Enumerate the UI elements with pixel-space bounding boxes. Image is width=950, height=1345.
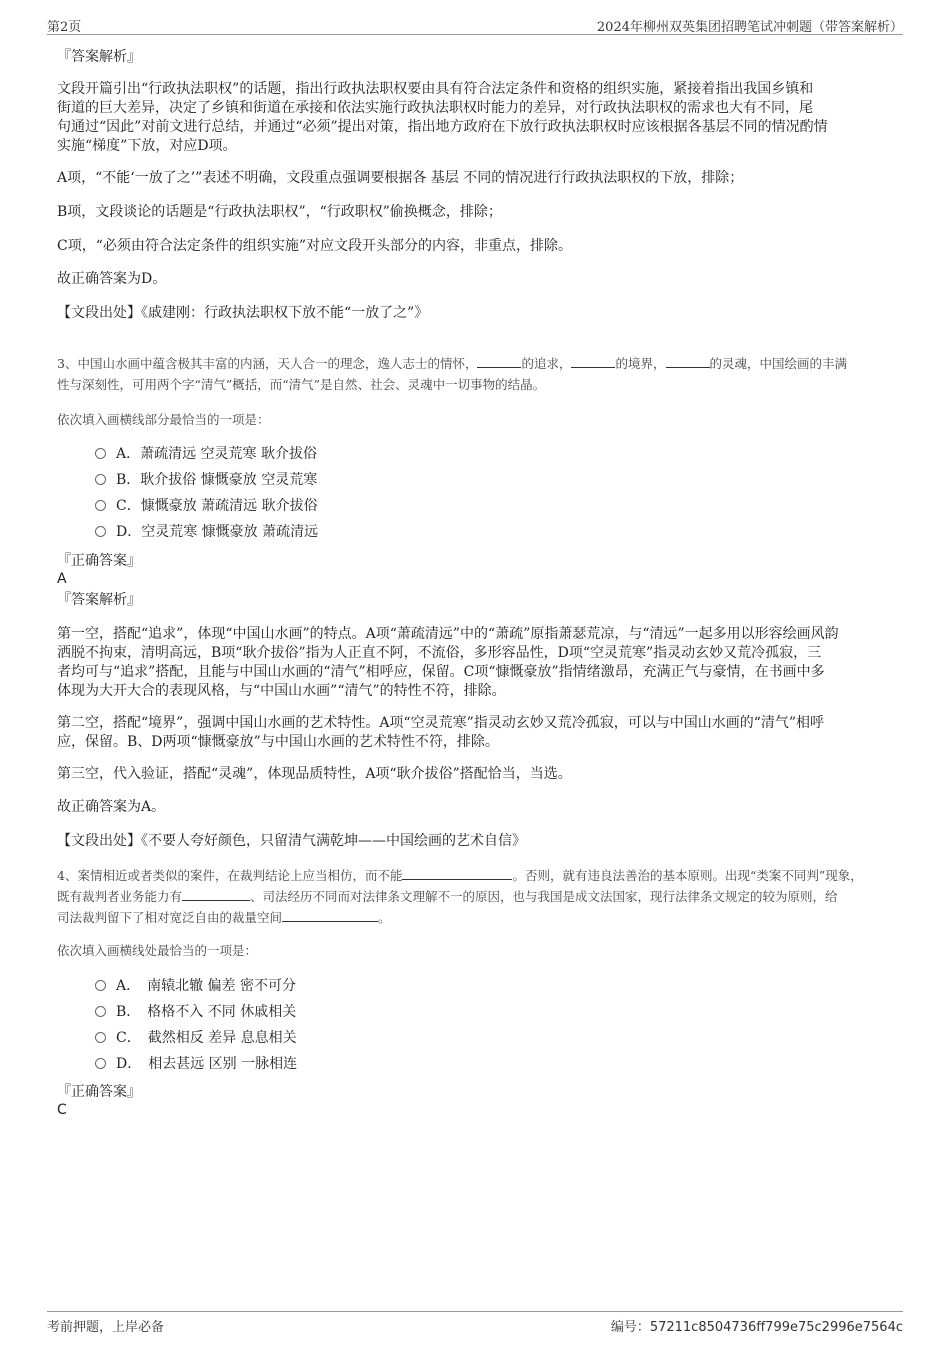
radio-icon[interactable]: [95, 448, 106, 459]
q4-option-b[interactable]: B． 格格不入 不同 休戚相关: [95, 1003, 296, 1021]
q2-analysis-option-b: B项，文段谈论的话题是“行政执法职权”，“行政职权”偷换概念，排除；: [57, 204, 502, 220]
q3-answer-heading: 『正确答案』: [57, 553, 141, 569]
q3-source: 【文段出处】《不要人夸好颜色，只留清气满乾坤——中国绘画的艺术自信》: [57, 833, 526, 849]
q3-conclusion: 故正确答案为A。: [57, 799, 166, 815]
fill-blank: [402, 867, 512, 880]
q2-analysis-para1: 文段开篇引出“行政执法职权”的话题，指出行政执法职权要由具有符合法定条件和资格的组织实施，紧接着指出我国乡镇和 街道的巨大差异，决定了乡镇和街道在承接和依法实施行政执法职权时能力的差异，对行政执法职权的需求也大有不同，尾 句通过“因此”对前文进行总结，并通过“必须”提出对策，指出地方政府在下放行政执法职权时应该根据各基层不同的情况酌情 实施“梯度”下放，对应D项。: [57, 81, 828, 154]
radio-icon[interactable]: [95, 980, 106, 991]
q3-prompt: 依次填入画横线部分最恰当的一项是：: [57, 412, 270, 427]
radio-icon[interactable]: [95, 1032, 106, 1043]
radio-icon[interactable]: [95, 1058, 106, 1069]
q2-analysis-heading: 『答案解析』: [57, 49, 141, 65]
q3-option-d[interactable]: D．空灵荒寒 慷慨豪放 萧疏清远: [95, 523, 318, 541]
q3-option-c[interactable]: C．慷慨豪放 萧疏清远 耿介拔俗: [95, 497, 318, 515]
q2-source: 【文段出处】《戚建刚：行政执法职权下放不能“一放了之”》: [57, 305, 429, 321]
q2-conclusion: 故正确答案为D。: [57, 271, 167, 287]
fill-blank: [282, 909, 378, 922]
q3-analysis-heading: 『答案解析』: [57, 592, 141, 608]
radio-icon[interactable]: [95, 526, 106, 537]
q4-option-a[interactable]: A． 南辕北辙 偏差 密不可分: [95, 977, 296, 995]
page-number: 第2页: [47, 20, 82, 35]
document-code: 编号：57211c8504736ff799e75c2996e7564c: [610, 1320, 903, 1335]
q2-analysis-option-a: A项，“不能‘一放了之’”表述不明确，文段重点强调要根据各 基层 不同的情况进行行政执法职权的下放，排除；: [57, 170, 744, 186]
fill-blank: [477, 355, 521, 368]
radio-icon[interactable]: [95, 500, 106, 511]
page-footer: [47, 1311, 903, 1338]
document-title: 2024年柳州双英集团招聘笔试冲刺题（带答案解析）: [596, 20, 903, 35]
q2-analysis-option-c: C项，“必须由符合法定条件的组织实施”对应文段开头部分的内容，非重点，排除。: [57, 238, 573, 254]
q3-option-b[interactable]: B．耿介拔俗 慷慨豪放 空灵荒寒: [95, 471, 317, 489]
radio-icon[interactable]: [95, 474, 106, 485]
fill-blank: [182, 888, 250, 901]
fill-blank: [571, 355, 615, 368]
q3-analysis-blank2: 第二空，搭配“境界”，强调中国山水画的艺术特性。A项“空灵荒寒”指灵动玄妙又荒冷孤寂，可以与中国山水画的“清气”相呼 应，保留。B、D两项“慷慨豪放”与中国山水画的艺术特性不符，排除。: [57, 715, 825, 750]
q3-analysis-blank3: 第三空，代入验证，搭配“灵魂”，体现品质特性，A项“耿介拔俗”搭配恰当，当选。: [57, 766, 572, 782]
q3-analysis-blank1: 第一空，搭配“追求”，体现“中国山水画”的特点。A项“萧疏清远”中的“萧疏”原指萧瑟荒凉，与“清远”一起多用以形容绘画风韵 洒脱不拘束，清明高远，B项“耿介拔俗”指为人正直不阿，不流俗，多形容品性，D项“空灵荒寒”指灵动玄妙又荒冷孤寂，三 者均可与“追求”搭配，且能与中国山水画的“清气”相呼应，保留。C项“慷慨豪放”指情绪激昂，充满正气与豪情，在书画中多 体现为大开大合的表现风格，与“中国山水画”“清气”的特性不符，排除。: [57, 626, 839, 699]
q3-stem: 3、中国山水画中蕴含极其丰富的内涵，天人合一的理念，逸人志士的情怀， 的追求， 的境界， 的灵魂，中国绘画的丰满 性与深刻性，可用两个字“清气”概括，而“清气”是自然、社会、灵魂中一切事物的结晶。: [57, 356, 848, 392]
q4-prompt: 依次填入画横线处最恰当的一项是：: [57, 943, 258, 958]
q3-option-a[interactable]: A．萧疏清远 空灵荒寒 耿介拔俗: [95, 445, 317, 463]
q4-option-d[interactable]: D． 相去甚远 区别 一脉相连: [95, 1055, 297, 1073]
q4-answer-heading: 『正确答案』: [57, 1084, 141, 1100]
q4-answer: C: [57, 1102, 67, 1118]
q4-option-c[interactable]: C． 截然相反 差异 息息相关: [95, 1029, 297, 1047]
radio-icon[interactable]: [95, 1006, 106, 1017]
q4-stem: 4、案情相近或者类似的案件，在裁判结论上应当相仿，而不能 。否则，就有违良法善治的基本原则。出现“类案不同判”现象， 既有裁判者业务能力有 、司法经历不同而对法律条文理解不一的原因，也与我国是成文法国家，现行法律条文规定的较为原则，给 司法裁判留下了相对宽泛自由的裁量空间 。: [57, 868, 863, 925]
fill-blank: [666, 355, 710, 368]
q3-answer: A: [57, 571, 67, 587]
page-header: [47, 14, 903, 35]
footer-slogan: 考前押题，上岸必备: [47, 1320, 165, 1335]
